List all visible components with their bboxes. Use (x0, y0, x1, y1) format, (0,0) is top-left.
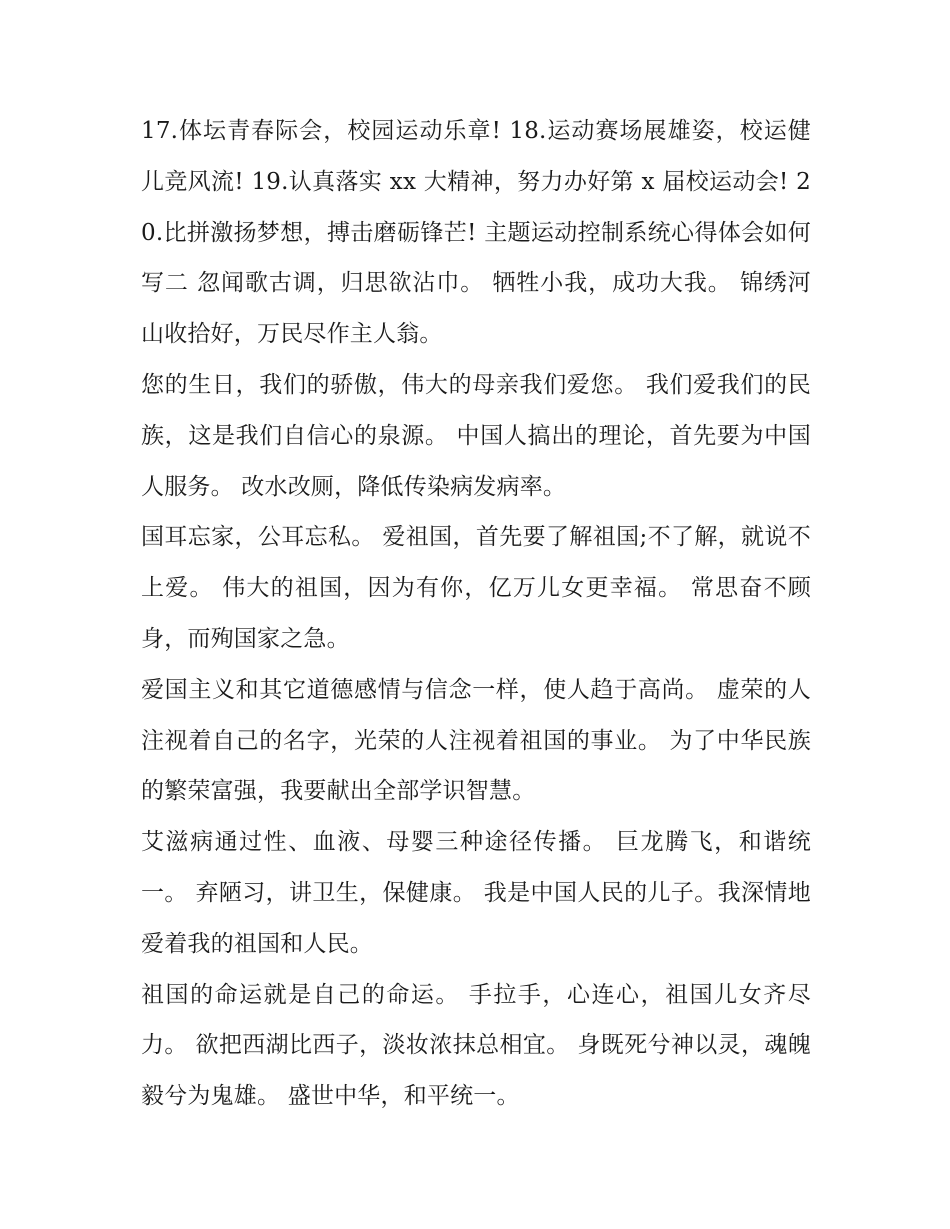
paragraph-4: 爱国主义和其它道德感情与信念一样，使人趋于高尚。 虚荣的人注视着自己的名字，光荣的人注视着祖国的事业。 为了中华民族的繁荣富强，我要献出全部学识智慧。 (141, 676, 811, 805)
paragraph-3: 国耳忘家，公耳忘私。 爱祖国，首先要了解祖国;不了解，就说不上爱。 伟大的祖国，因为有你，亿万儿女更幸福。 常思奋不顾身，而殉国家之急。 (141, 524, 811, 652)
document-body (141, 106, 811, 1122)
paragraph-1: 17.体坛青春际会，校园运动乐章! 18.运动赛场展雄姿，校运健儿竞风流! 19.认真落实 xx 大精神，努力办好第 x 届校运动会! 20.比拼激扬梦想，搏击磨砺锋芒! 主题运动控制系统心得体会如何写二 忽闻歌古调，归思欲沾巾。 牺牲小我，成功大我。 锦绣河山收拾好，万民尽作主人翁。 (141, 118, 811, 348)
paragraph-5: 艾滋病通过性、血液、母婴三种途径传播。 巨龙腾飞，和谐统一。 弃陋习，讲卫生，保健康。 我是中国人民的儿子。我深情地爱着我的祖国和人民。 (141, 829, 811, 957)
paragraph-2: 您的生日，我们的骄傲，伟大的母亲我们爱您。 我们爱我们的民族，这是我们自信心的泉源。 中国人搞出的理论，首先要为中国人服务。 改水改厕，降低传染病发病率。 (141, 371, 811, 500)
paragraph-6: 祖国的命运就是自己的命运。 手拉手，心连心，祖国儿女齐尽力。 欲把西湖比西子，淡妆浓抹总相宜。 身既死兮神以灵，魂魄毅兮为鬼雄。 盛世中华，和平统一。 (141, 981, 811, 1110)
